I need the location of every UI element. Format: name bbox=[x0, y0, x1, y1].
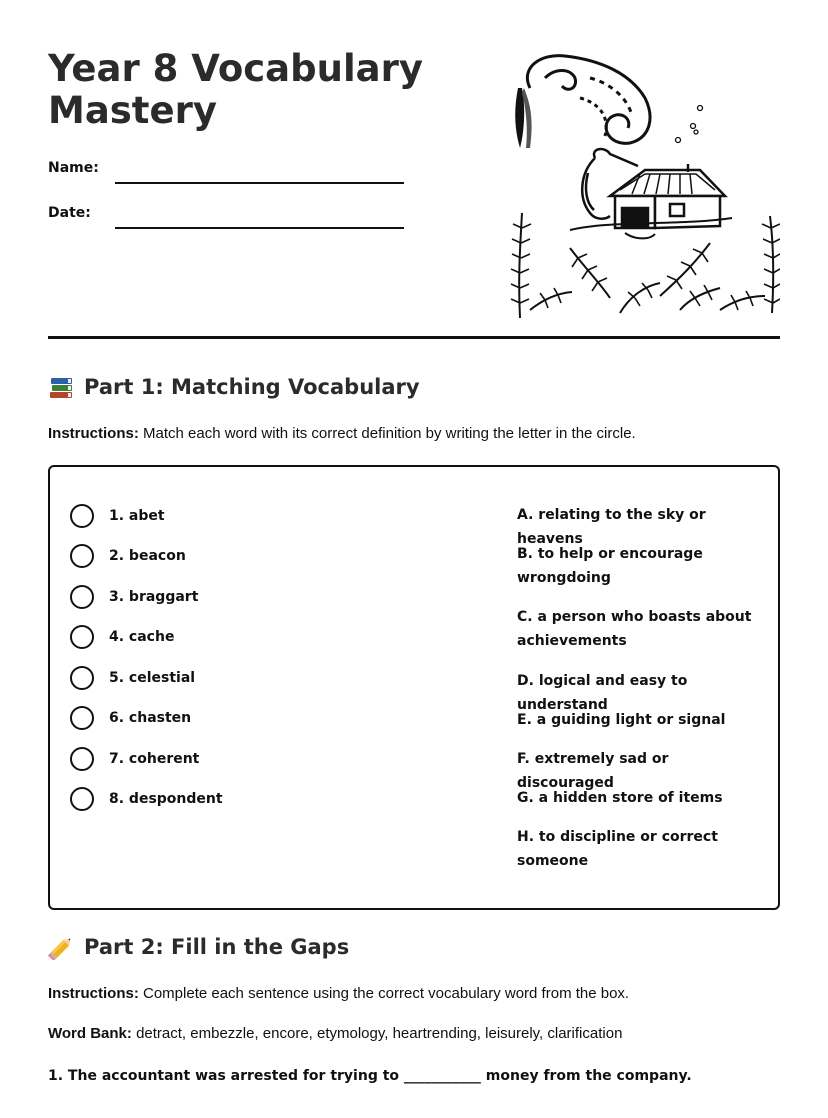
part2-title: Part 2: Fill in the Gaps bbox=[84, 935, 350, 959]
definition-h: H. to discipline or correct someone bbox=[517, 829, 718, 869]
answer-circle[interactable] bbox=[70, 504, 94, 528]
name-field[interactable] bbox=[48, 160, 408, 190]
word-label: 4. cache bbox=[109, 629, 175, 645]
answer-circle[interactable] bbox=[70, 666, 94, 690]
part1-heading bbox=[48, 374, 420, 400]
part2-instructions bbox=[48, 985, 629, 1002]
date-line[interactable] bbox=[115, 227, 404, 229]
worksheet-header bbox=[48, 0, 780, 340]
header-divider bbox=[48, 336, 780, 339]
maori-house-kiwi-illustration bbox=[510, 48, 780, 318]
matching-word-5[interactable] bbox=[70, 665, 195, 691]
word-bank bbox=[48, 1025, 622, 1042]
definition-c: C. a person who boasts about achievements bbox=[517, 609, 752, 649]
part2-instructions-label: Instructions: bbox=[48, 985, 139, 1002]
answer-circle[interactable] bbox=[70, 585, 94, 609]
word-label: 2. beacon bbox=[109, 548, 186, 564]
answer-circle[interactable] bbox=[70, 706, 94, 730]
answer-circle[interactable] bbox=[70, 625, 94, 649]
matching-word-6[interactable] bbox=[70, 705, 191, 731]
answer-circle[interactable] bbox=[70, 787, 94, 811]
fill-question-1: 1. The accountant was arrested for trying to ___________ money from the company. bbox=[48, 1068, 692, 1084]
name-label: Name: bbox=[48, 160, 99, 176]
definition-d: D. logical and easy to understand bbox=[517, 673, 688, 713]
definition-g: G. a hidden store of items bbox=[517, 790, 723, 806]
word-bank-text: detract, embezzle, encore, etymology, heartrending, leisurely, clarification bbox=[131, 1025, 623, 1042]
date-field[interactable] bbox=[48, 205, 408, 235]
books-icon bbox=[48, 374, 76, 400]
part1-instructions-label: Instructions: bbox=[48, 425, 139, 442]
part2-heading bbox=[48, 934, 349, 960]
word-label: 5. celestial bbox=[109, 670, 196, 686]
word-label: 1. abet bbox=[109, 508, 165, 524]
matching-word-4[interactable] bbox=[70, 624, 174, 650]
date-label: Date: bbox=[48, 205, 91, 221]
definition-f: F. extremely sad or discouraged bbox=[517, 751, 669, 791]
word-label: 8. despondent bbox=[109, 791, 223, 807]
word-bank-label: Word Bank: bbox=[48, 1025, 132, 1042]
matching-word-3[interactable] bbox=[70, 584, 198, 610]
definition-b: B. to help or encourage wrongdoing bbox=[517, 546, 703, 586]
part1-instructions bbox=[48, 425, 636, 442]
answer-circle[interactable] bbox=[70, 544, 94, 568]
worksheet-title: Year 8 Vocabulary Mastery bbox=[48, 47, 423, 132]
word-label: 3. braggart bbox=[109, 589, 199, 605]
answer-circle[interactable] bbox=[70, 747, 94, 771]
definition-e: E. a guiding light or signal bbox=[517, 712, 726, 728]
word-label: 7. coherent bbox=[109, 751, 200, 767]
word-label: 6. chasten bbox=[109, 710, 192, 726]
name-line[interactable] bbox=[115, 182, 404, 184]
matching-word-1[interactable] bbox=[70, 503, 165, 529]
matching-word-2[interactable] bbox=[70, 543, 186, 569]
part2-instructions-text: Complete each sentence using the correct vocabulary word from the box. bbox=[138, 985, 630, 1002]
part1-title: Part 1: Matching Vocabulary bbox=[84, 375, 420, 399]
definition-a: A. relating to the sky or heavens bbox=[517, 507, 706, 547]
matching-box bbox=[48, 465, 780, 910]
worksheet-page bbox=[48, 0, 780, 1084]
matching-word-8[interactable] bbox=[70, 786, 223, 812]
part1-instructions-text: Match each word with its correct definition by writing the letter in the circle. bbox=[138, 425, 636, 442]
pencil-icon bbox=[48, 934, 76, 960]
matching-word-7[interactable] bbox=[70, 746, 199, 772]
